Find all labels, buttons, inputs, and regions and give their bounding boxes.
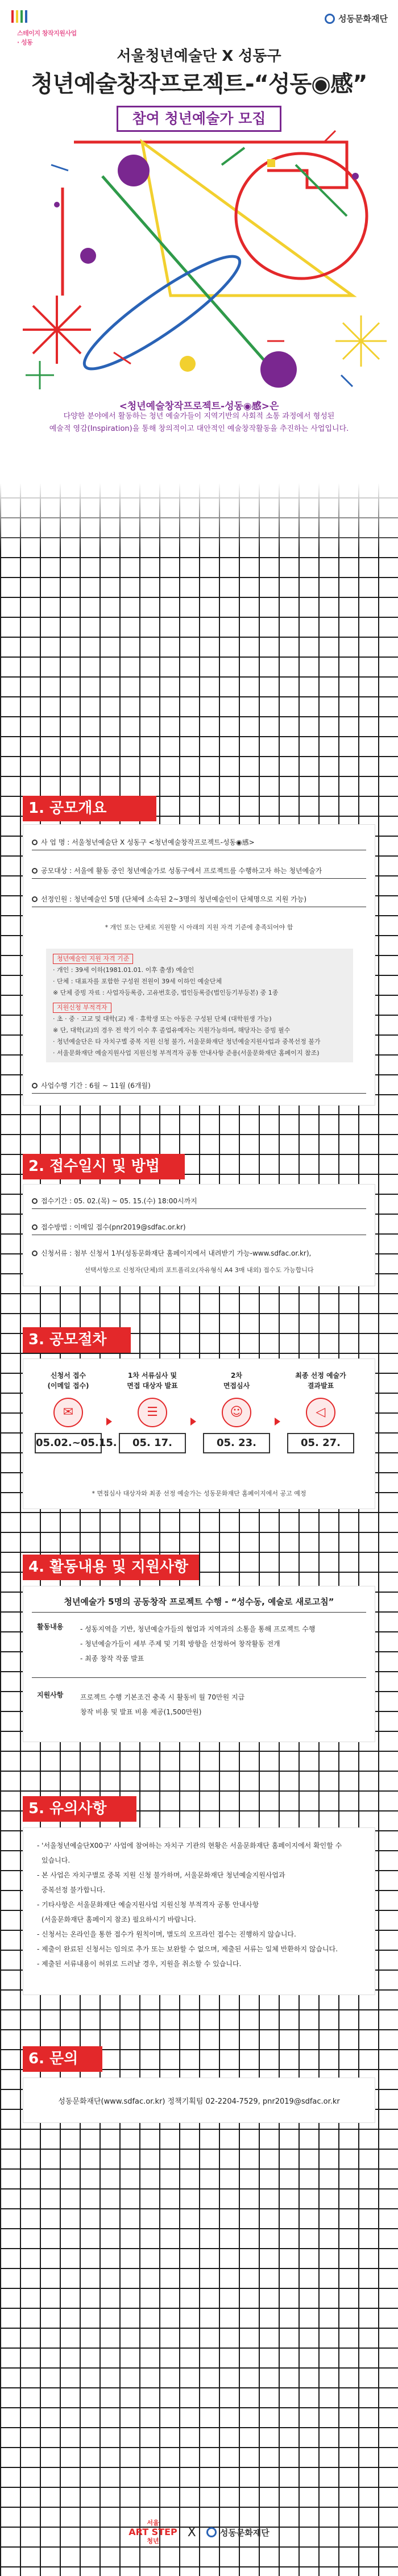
- s1-row-period: [32, 1081, 366, 1090]
- caution-item: 중복선정 불가합니다.: [42, 1886, 105, 1894]
- bullet-icon: [32, 1224, 38, 1230]
- arrow-right-icon: [275, 1418, 280, 1426]
- section-1-banner: 1. 공모개요: [23, 796, 156, 821]
- step-label: 결과발표: [307, 1382, 334, 1390]
- caution-item: (서울문화재단 홈페이지 참조) 필요하시기 바랍니다.: [42, 1916, 196, 1923]
- caution-item: - 제출된 서류내용이 허위로 드러날 경우, 지원을 취소할 수 있습니다.: [37, 1960, 242, 1968]
- step-date: 05. 17.: [119, 1433, 186, 1453]
- s2-row-docs: [32, 1248, 366, 1258]
- grid-fade: [0, 438, 398, 551]
- logo-left: [9, 9, 77, 46]
- box-line: · 초 · 중 · 고교 및 대학(교) 재 · 휴학생 또는 아동은 구성된 단체 (대학원생 가능): [53, 1015, 272, 1023]
- s1-row-text: 선정인원 : 청년예술인 5명 (단체에 소속된 2~3명의 청년예술인이 단체명으로 지원 가능): [41, 895, 307, 903]
- bullet-icon: [32, 840, 38, 845]
- step-2: [119, 1370, 186, 1453]
- caution-item: - '서울청년예술단X00구' 사업에 참여하는 자치구 기관의 현황은 서울문화재단 홈페이지에서 확인할 수: [37, 1842, 342, 1850]
- support-item: 창작 비용 및 발표 비용 제공(1,500만원): [80, 1708, 202, 1716]
- divider: [32, 1612, 366, 1613]
- s4-headline: 청년예술가 5명의 공동창작 프로젝트 수행 - “성수동, 예술로 새로고침”: [64, 1597, 334, 1607]
- caution-item: 있습니다.: [42, 1856, 71, 1864]
- s4-support-list: [80, 1690, 244, 1719]
- collab-x: X: [187, 2525, 196, 2540]
- section-5-banner: 5. 유의사항: [23, 1796, 136, 1822]
- bullet-icon: [32, 896, 38, 902]
- section-2-banner: 2. 접수일시 및 방법: [23, 1154, 185, 1179]
- art-step-line: 청년: [147, 2537, 159, 2545]
- divider: [32, 1093, 366, 1094]
- step-1: [35, 1370, 117, 1453]
- section-5-panel: [23, 1827, 375, 1995]
- step-date: 05. 23.: [203, 1433, 270, 1453]
- step-label: 2차: [231, 1372, 242, 1380]
- logo-left-text: 스테이지 창작지원사업 · 성동: [17, 30, 77, 46]
- s4-support-label: 지원사항: [37, 1691, 64, 1699]
- art-step-logo: [128, 2519, 177, 2546]
- section-3-banner: 3. 공모절차: [23, 1327, 131, 1353]
- s1-row-target: [32, 866, 366, 875]
- poster-title: 청년예술창작프로젝트-“성동◉感”: [31, 71, 367, 97]
- step-label: 면접 대상자 발표: [127, 1382, 178, 1390]
- support-item: 프로젝트 수행 기본조건 충족 시 활동비 월 70만원 지급: [80, 1693, 245, 1701]
- box-line: · 청년예술단은 타 자치구별 중복 지원 신청 불가, 서울문화재단 청년예술지원사업과 중복선정 불가: [53, 1038, 321, 1045]
- interview-person-icon: ☺: [222, 1398, 251, 1427]
- step-3: [203, 1370, 270, 1453]
- s2-row-text: 접수방법 : 이메일 접수(pnr2019@sdfac.or.kr): [41, 1223, 186, 1231]
- eligibility-tag: 청년예술인 지원 자격 기준: [53, 954, 133, 964]
- s2-row-period: [32, 1196, 366, 1206]
- footer-logos: [0, 2512, 398, 2552]
- box-line: · 서울문화재단 예술지원사업 지원신청 부적격자 공통 안내사항 준용(서울문화재단 홈페이지 참조): [53, 1049, 320, 1057]
- step-label: 신청서 접수: [50, 1372, 86, 1380]
- intro-line-2: 예술적 영감(Inspiration)을 통해 창의적이고 대안적인 예술창작활동을 추진하는 사업입니다.: [49, 425, 349, 433]
- divider: [32, 878, 366, 879]
- contact-text: 성동문화재단(www.sdfac.or.kr) 정책기획팀 02-2204-7529, pnr2019@sdfac.or.kr: [58, 2097, 340, 2106]
- box-line: · 개인 : 39세 이하(1981.01.01. 이후 출생) 예술인: [53, 966, 194, 974]
- s2-row-text: 신청서류 : 첨부 신청서 1부(성동문화재단 홈페이지에서 내려받기 가능-www.sdfac.or.kr),: [41, 1249, 312, 1257]
- box-line: ※ 단, 대학(교)의 경우 전 학기 이수 후 졸업유예자는 지원가능하며, 해당자는 증빙 필수: [53, 1027, 291, 1034]
- activity-item: - 성동지역을 기반, 청년예술가들의 협업과 지역과의 소통을 통해 프로젝트 수행: [80, 1625, 316, 1633]
- box-line: ※ 단체 증빙 자료 : 사업자등록증, 고유번호증, 법인등록증(법인등기부등본) 중 1종: [53, 989, 279, 996]
- caution-item: - 기타사항은 서울문화재단 예술지원사업 지원신청 부적격자 공통 안내사항: [37, 1901, 259, 1909]
- bullet-icon: [32, 1250, 38, 1256]
- s1-note: * 개인 또는 단체로 지원할 시 아래의 지원 자격 기준에 충족되어야 함: [105, 924, 293, 931]
- art-step-line: ART STEP: [128, 2527, 177, 2537]
- step-label: 최종 선정 예술가: [295, 1372, 346, 1380]
- footer-foundation-logo: [206, 2527, 270, 2538]
- s1-row-name: [32, 837, 366, 847]
- section-4-panel: [23, 1586, 375, 1742]
- step-date: 05.02.~05.15.: [35, 1433, 102, 1453]
- megaphone-icon: ◁: [306, 1398, 335, 1427]
- section-6-panel: [23, 2078, 375, 2123]
- step-date: 05. 27.: [287, 1433, 354, 1453]
- logo-right-text: 성동문화재단: [338, 14, 388, 24]
- s2-row-method: [32, 1222, 366, 1232]
- mail-icon: ✉: [53, 1398, 83, 1427]
- document-icon: ☰: [138, 1398, 167, 1427]
- divider: [32, 1677, 366, 1678]
- section-4-banner: 4. 활동내용 및 지원사항: [23, 1555, 199, 1580]
- step-label: (이메일 접수): [47, 1382, 89, 1390]
- footer-foundation-text: 성동문화재단: [219, 2527, 270, 2538]
- s2-row-portfolio: 선택서항으로 신청자(단체)의 포트폴리오(자유형식 A4 3매 내외) 접수도 가능합니다: [84, 1266, 314, 1274]
- section-6-banner: 6. 문의: [23, 2046, 102, 2072]
- section-1-panel: [23, 824, 375, 1106]
- step-label: 1차 서류심사 및: [127, 1372, 177, 1380]
- eligibility-box: [46, 949, 353, 1062]
- step-label: 면접심사: [223, 1382, 250, 1390]
- activity-item: - 청년예술가들이 세부 주제 및 기획 방향을 선정하여 창작활동 전개: [80, 1640, 280, 1648]
- intro-title: <청년예술창작프로젝트-성동◉感>은: [119, 401, 279, 412]
- poster-subtitle: 서울청년예술단 X 성동구: [117, 48, 281, 65]
- box-line: · 단체 : 대표자를 포함한 구성원 전원이 39세 이하인 예술단체: [53, 978, 222, 985]
- foundation-mark-icon: [325, 14, 335, 24]
- s1-row-text: 사 업 명 : 서울청년예술단 X 성동구 <청년예술창작프로젝트-성동◉感>: [41, 838, 255, 846]
- recruit-box: 참여 청년예술가 모집: [117, 106, 281, 132]
- s1-row-count: [32, 894, 366, 904]
- intro-body: [23, 410, 375, 435]
- caution-item: - 본 사업은 자치구별로 중복 지원 신청 불가하며, 서울문화재단 청년예술지원사업과: [37, 1871, 285, 1879]
- divider: [32, 1208, 366, 1209]
- s4-activity-label: 활동내용: [37, 1623, 64, 1631]
- activity-item: - 최종 창작 작품 발표: [80, 1655, 144, 1663]
- step-4: [287, 1370, 354, 1453]
- bullet-icon: [32, 868, 38, 874]
- caution-item: - 제출이 완료된 신청서는 임의로 추가 또는 보완할 수 없으며, 제출된 서류는 일체 반환하지 않습니다.: [37, 1945, 338, 1953]
- arrow-right-icon: [190, 1418, 196, 1426]
- logo-stripes-icon: [9, 9, 32, 26]
- ineligible-tag: 지원신청 부적격자: [53, 1003, 111, 1013]
- arrow-right-icon: [106, 1418, 112, 1426]
- s1-row-text: 사업수행 기간 : 6월 ~ 11월 (6개월): [41, 1082, 151, 1090]
- caution-item: - 신청서는 온라인을 통한 접수가 원칙이며, 별도의 오프라인 접수는 진행하지 않습니다.: [37, 1930, 296, 1938]
- bullet-icon: [32, 1198, 38, 1204]
- s4-activity-list: [80, 1622, 315, 1666]
- s1-row-text: 공모대상 : 서울에 활동 중인 청년예술가로 성동구에서 프로젝트를 수행하고자 하는 청년예술가: [41, 867, 322, 875]
- section-2-panel: [23, 1184, 375, 1286]
- logo-right: [325, 13, 388, 24]
- s2-row-text: 접수기간 : 05. 02.(목) ~ 05. 15.(수) 18:00시까지: [41, 1197, 197, 1205]
- art-step-line: 서울: [147, 2519, 159, 2527]
- intro-line-1: 다양한 분야에서 활동하는 청년 예술가들이 지역기반의 사회적 소통 과정에서 형성된: [63, 412, 335, 421]
- s3-note: * 면접심사 대상자와 최종 선정 예술가는 성동문화재단 홈페이지에서 공고 예정: [92, 1490, 306, 1497]
- foundation-mark-icon: [206, 2527, 217, 2537]
- bullet-icon: [32, 1083, 38, 1088]
- section-3-panel: [23, 1358, 375, 1509]
